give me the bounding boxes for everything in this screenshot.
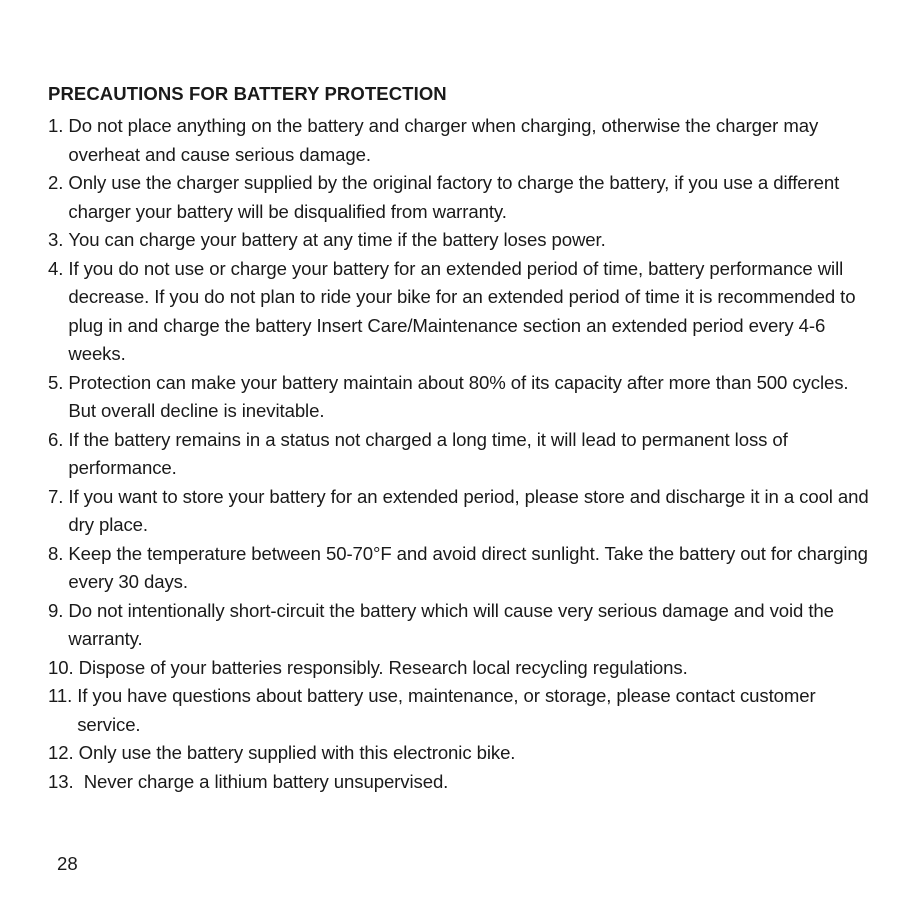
list-item <box>48 112 878 169</box>
item-text: Do not intentionally short-circuit the battery which will cause very serious damage and void the warranty. <box>68 599 834 649</box>
item-number: 12. <box>48 742 79 763</box>
item-text: Dispose of your batteries responsibly. Research local recycling regulations. <box>78 656 688 678</box>
list-item <box>48 369 878 426</box>
item-number: 10. <box>48 656 79 678</box>
list-item <box>48 654 878 683</box>
item-number: 11. <box>48 685 78 706</box>
precautions-list <box>48 112 878 796</box>
item-number: 13. <box>48 770 84 792</box>
page-number: 28 <box>57 853 78 874</box>
document-page <box>48 82 878 796</box>
item-number: 9. <box>48 599 69 621</box>
item-text: Only use the battery supplied with this electronic bike. <box>78 742 516 763</box>
list-item <box>48 597 878 654</box>
item-number: 7. <box>48 485 69 507</box>
list-item <box>48 426 878 483</box>
item-text: If you have questions about battery use, maintenance, or storage, please contact customer service. <box>77 685 816 735</box>
list-item <box>48 483 878 540</box>
section-heading: PRECAUTIONS FOR BATTERY PROTECTION <box>48 83 447 104</box>
list-item <box>48 169 878 226</box>
item-text: You can charge your battery at any time if the battery loses power. <box>68 229 606 250</box>
list-item <box>48 768 878 797</box>
list-item <box>48 739 878 768</box>
item-number: 1. <box>48 115 69 136</box>
item-text: Do not place anything on the battery and charger when charging, otherwise the charger may overheat and cause serious damage. <box>68 115 819 165</box>
item-text: If you want to store your battery for an extended period, please store and discharge it in a cool and dry place. <box>68 485 869 535</box>
list-item <box>48 255 878 369</box>
item-text: If the battery remains in a status not charged a long time, it will lead to permanent loss of performance. <box>68 428 788 478</box>
item-text: Only use the charger supplied by the original factory to charge the battery, if you use a different charger your battery will be disqualified from warranty. <box>68 172 840 222</box>
item-text: If you do not use or charge your battery for an extended period of time, battery performance will decrease. If you do not plan to ride your bike for an extended period of time it is recommended to plug in and charge the battery Insert Care/Maintenance section an extended period every 4-6 weeks. <box>68 257 856 364</box>
item-number: 4. <box>48 257 69 279</box>
item-number: 2. <box>48 172 69 193</box>
item-text: Protection can make your battery maintain about 80% of its capacity after more than 500 cycles. But overall decline is inevitable. <box>68 371 849 421</box>
item-text: Never charge a lithium battery unsupervised. <box>83 770 449 792</box>
item-number: 8. <box>48 542 69 564</box>
item-text: Keep the temperature between 50-70°F and avoid direct sunlight. Take the battery out for charging every 30 days. <box>68 542 868 592</box>
list-item <box>48 540 878 597</box>
item-number: 5. <box>48 371 69 393</box>
item-number: 6. <box>48 428 69 450</box>
item-number: 3. <box>48 229 69 250</box>
list-item <box>48 226 878 255</box>
list-item <box>48 682 878 739</box>
